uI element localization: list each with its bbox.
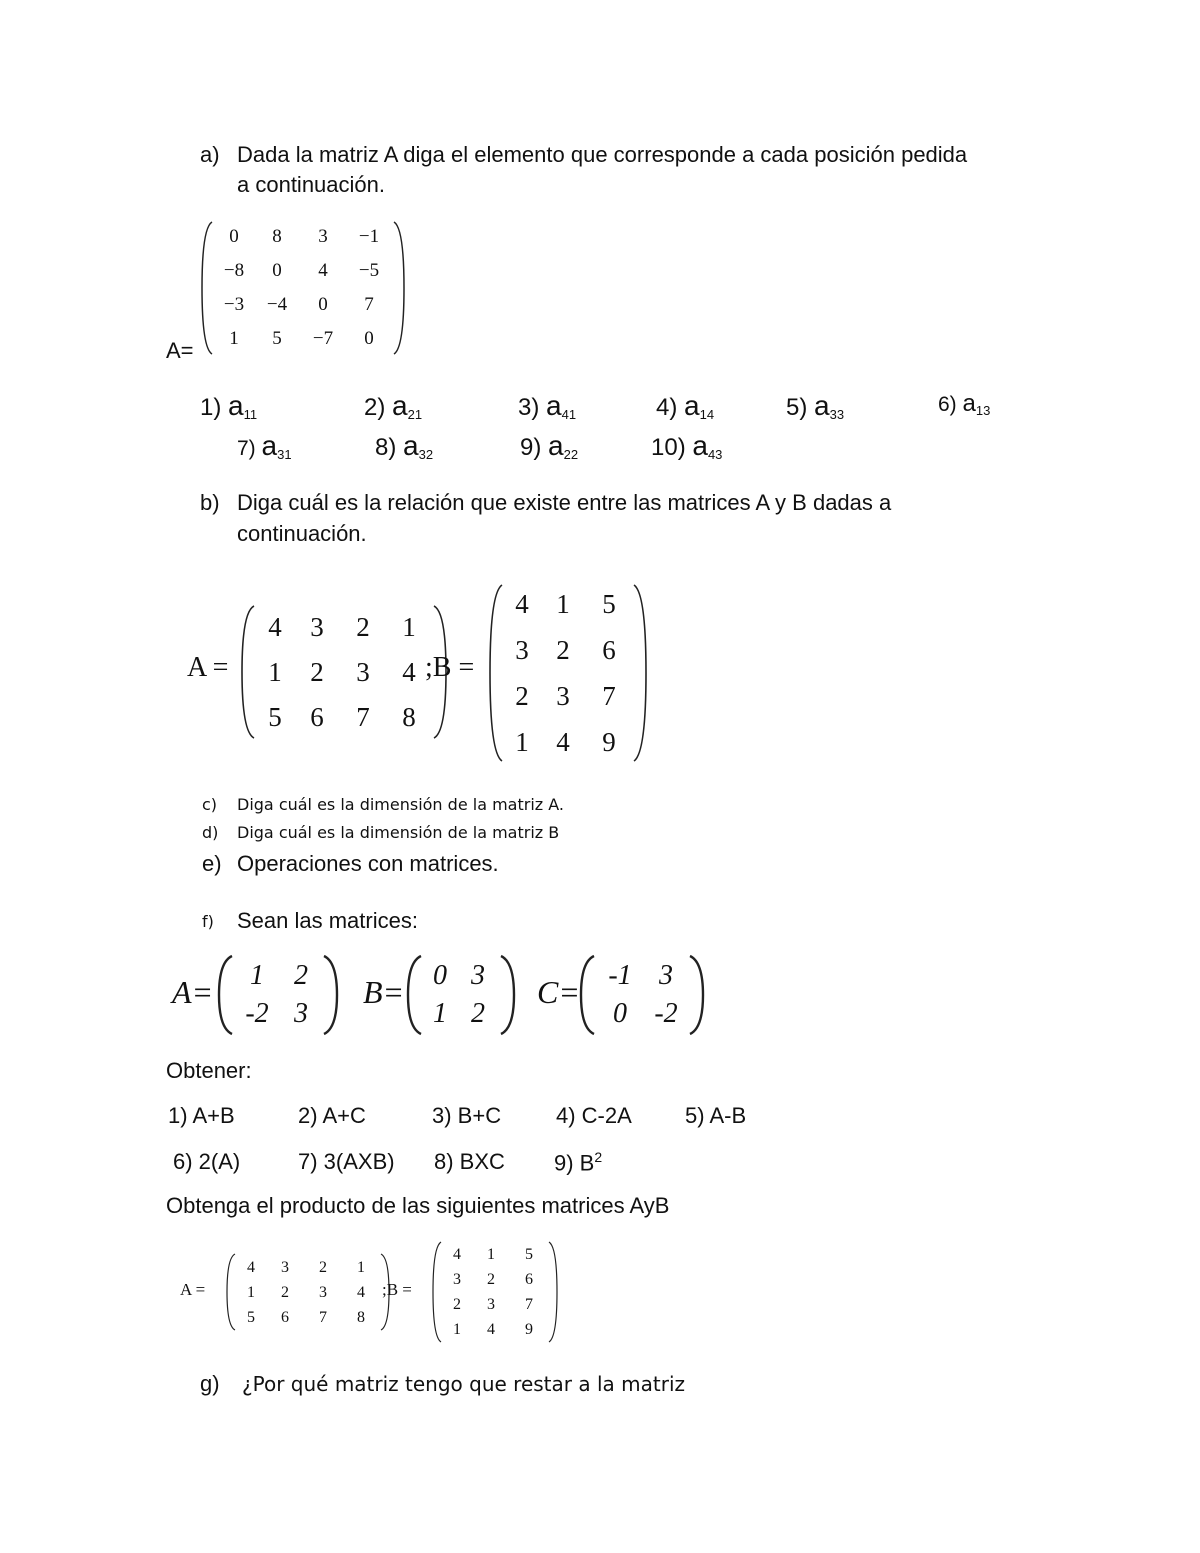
matrix-cell: −5 [358,260,380,281]
matrix-cells [236,1258,380,1327]
matrix-cell: 8 [272,226,282,247]
matrix-cell: 3 [310,612,324,642]
matrix-cell: 3 [515,635,529,665]
element-position-item [200,390,257,422]
item-marker-c: c) [202,795,218,814]
item-number: 8) [375,434,404,461]
element-position-item [651,430,722,462]
operation-5: 5) A-B [685,1103,747,1128]
matrix-cell: −1 [358,226,380,247]
matrix-cell: 1 [515,727,529,757]
matrix-cell: 1 [556,589,570,619]
element-subscript: 41 [561,407,577,422]
matrix-cell: 3 [487,1296,495,1313]
matrix-c-label-f: C= [537,974,580,1010]
matrix-b-label-b: ;B = [425,652,475,683]
matrix-cell: −7 [312,328,334,349]
matrix-cells [423,960,499,1030]
right-paren [632,583,648,763]
left-paren [200,220,214,356]
matrix-cell: −3 [223,294,245,315]
matrix-cell: 1 [402,612,416,642]
item-number: 2) [364,394,393,421]
matrix-cell: 2 [515,681,529,711]
question-d: Diga cuál es la dimensión de la matriz B [237,823,560,842]
item-marker-b: b) [200,490,220,515]
item-number: 5) [786,394,815,421]
matrix-cell: 8 [402,702,416,732]
item-number: 10) [651,434,693,461]
matrix-cell: 0 [613,998,627,1029]
element-subscript: 11 [243,407,258,422]
matrix-cell: 4 [453,1246,461,1263]
matrix-cell: -1 [608,960,632,991]
item-number: 4) [656,394,685,421]
matrix-cell: 3 [294,998,308,1029]
matrix-cell: −8 [223,260,245,281]
matrix-cell: 3 [556,681,570,711]
matrix-cell: 3 [318,226,328,247]
matrix-cell: 9 [525,1321,533,1338]
operation-4: 4) C-2A [556,1103,632,1128]
element-letter: a [261,430,278,461]
question-b-line1: Diga cuál es la relación que existe entre las matrices A y B dadas a [237,490,892,515]
element-subscript: 21 [407,407,423,422]
matrix-cell: 3 [453,1271,461,1288]
matrix-a-label-f: A= [172,974,214,1010]
item-marker-e: e) [202,851,222,876]
element-position-item [656,390,714,422]
operation-7: 7) 3(AXB) [298,1149,395,1174]
matrix-cells [234,960,322,1030]
left-paren [578,954,596,1036]
operation-9 [554,1149,602,1176]
matrix-cell: 0 [433,960,447,991]
operation-3: 3) B+C [432,1103,502,1128]
matrix-cells [214,226,392,350]
element-letter: a [392,390,408,421]
matrix-cell: 4 [487,1321,495,1338]
element-letter: a [692,430,708,461]
left-paren [240,604,256,740]
matrix-cell: 3 [471,960,485,991]
matrix-cell: 9 [602,727,616,757]
left-paren [405,954,423,1036]
matrix-a-part-b [240,604,448,740]
matrix-a-part-a [200,220,406,356]
right-paren [322,954,340,1036]
matrix-cell: 5 [247,1308,255,1326]
superscript-2: 2 [594,1149,603,1165]
item-marker-f: f) [202,912,214,931]
matrix-cell: 1 [250,960,264,991]
matrix-b-label-f: B= [363,974,405,1010]
matrix-cell: 1 [229,328,239,349]
matrix-cell: 4 [556,727,570,757]
item-number: 1) [200,394,229,421]
element-subscript: 33 [829,407,845,422]
matrix-cell: 1 [268,657,282,687]
item-number: 6) [938,393,963,416]
question-c: Diga cuál es la dimensión de la matriz A. [237,795,564,814]
item-marker-a: a) [200,142,220,167]
matrix-cell: 6 [525,1271,533,1288]
operation-9-text: 9) B [554,1150,595,1176]
matrix-cell: 2 [356,612,370,642]
matrix-cell: 2 [453,1296,461,1313]
element-subscript: 22 [563,447,579,462]
matrix-cell: 2 [556,635,570,665]
matrix-cell: 1 [487,1246,495,1263]
left-paren [216,954,234,1036]
element-letter: a [403,430,419,461]
element-subscript: 43 [707,447,723,462]
matrix-cell: 6 [602,635,616,665]
item-number: 7) [237,437,262,460]
matrix-cell: 3 [319,1283,327,1301]
matrix-cell: 0 [272,260,282,281]
matrix-cells [504,589,632,757]
operation-1: 1) A+B [168,1103,235,1128]
matrix-cell: 4 [268,612,282,642]
left-paren [488,583,504,763]
question-a-line1: Dada la matriz A diga el elemento que corresponde a cada posición pedida [237,142,968,167]
matrix-cell: 7 [319,1308,327,1326]
matrix-cell: 4 [247,1258,255,1276]
question-f: Sean las matrices: [237,908,418,933]
left-paren [432,1241,442,1343]
matrix-c-part-f [578,954,706,1036]
matrix-cell: 4 [318,260,328,281]
operation-6: 6) 2(A) [173,1149,241,1174]
question-a-line2: a continuación. [237,172,385,197]
matrix-cell: 6 [281,1308,289,1326]
product-matrix-a [226,1253,390,1331]
matrix-cell: −4 [266,294,288,315]
matrix-cells [596,960,688,1030]
matrix-cell: 5 [272,328,282,349]
matrix-a-label: A= [166,338,194,363]
matrix-cell: -2 [654,998,678,1029]
product-matrix-b [432,1241,558,1343]
matrix-cell: 7 [364,294,374,315]
element-position-item [375,430,433,462]
element-subscript: 13 [975,403,991,418]
element-letter: a [684,390,700,421]
element-position-item [520,430,578,462]
matrix-cell: 2 [294,960,308,991]
matrix-cell: 7 [356,702,370,732]
element-subscript: 32 [418,447,434,462]
element-subscript: 31 [277,447,292,462]
matrix-a-label-b: A = [187,652,229,683]
matrix-cell: 2 [281,1283,289,1301]
product-instruction: Obtenga el producto de las siguientes matrices AyB [166,1193,670,1218]
matrix-cell: 2 [471,998,485,1029]
matrix-cell: 4 [357,1283,365,1301]
obtener-label: Obtener: [166,1058,252,1083]
matrix-cell: 5 [602,589,616,619]
element-position-item [518,390,576,422]
operation-8: 8) BXC [434,1149,505,1174]
element-letter: a [548,430,564,461]
right-paren [548,1241,558,1343]
matrix-cell: 3 [281,1258,289,1276]
right-paren [688,954,706,1036]
matrix-cell: 3 [356,657,370,687]
item-number: 9) [520,434,549,461]
matrix-cell: 7 [525,1296,533,1313]
item-marker-d: d) [202,823,219,842]
matrix-cell: -2 [245,998,269,1029]
matrix-cells [442,1245,548,1339]
matrix-cell: 7 [602,681,616,711]
matrix-cell: 0 [364,328,374,349]
matrix-cell: 8 [357,1308,365,1326]
matrix-cell: 4 [515,589,529,619]
matrix-b-part-b [488,583,648,763]
element-position-item [786,390,844,422]
element-letter: a [228,390,244,421]
matrix-cell: 1 [453,1321,461,1338]
question-e: Operaciones con matrices. [237,851,499,876]
matrix-a-part-f [216,954,340,1036]
element-position-item [364,390,422,422]
product-matrix-b-label: ;B = [382,1280,412,1299]
element-letter: a [962,390,976,417]
matrix-cell: 3 [659,960,673,991]
right-paren [499,954,517,1036]
matrix-cell: 1 [433,998,447,1029]
element-position-item [237,430,292,462]
matrix-cell: 1 [247,1283,255,1301]
item-marker-g: g) [200,1371,220,1396]
matrix-cell: 0 [229,226,239,247]
matrix-cells [256,612,432,732]
question-b-line2: continuación. [237,521,367,546]
matrix-cell: 2 [487,1271,495,1288]
matrix-cell: 2 [319,1258,327,1276]
operation-2: 2) A+C [298,1103,366,1128]
matrix-cell: 5 [268,702,282,732]
right-paren [392,220,406,356]
element-subscript: 14 [699,407,715,422]
product-matrix-a-label: A = [180,1280,206,1299]
matrix-cell: 0 [318,294,328,315]
element-position-item [938,390,990,418]
matrix-cell: 5 [525,1246,533,1263]
element-letter: a [814,390,830,421]
matrix-cell: 1 [357,1258,365,1276]
left-paren [226,1253,236,1331]
element-letter: a [546,390,562,421]
matrix-b-part-f [405,954,517,1036]
question-g: ¿Por qué matriz tengo que restar a la matriz [242,1372,685,1396]
matrix-cell: 4 [402,657,416,687]
item-number: 3) [518,394,547,421]
matrix-cell: 6 [310,702,324,732]
matrix-cell: 2 [310,657,324,687]
